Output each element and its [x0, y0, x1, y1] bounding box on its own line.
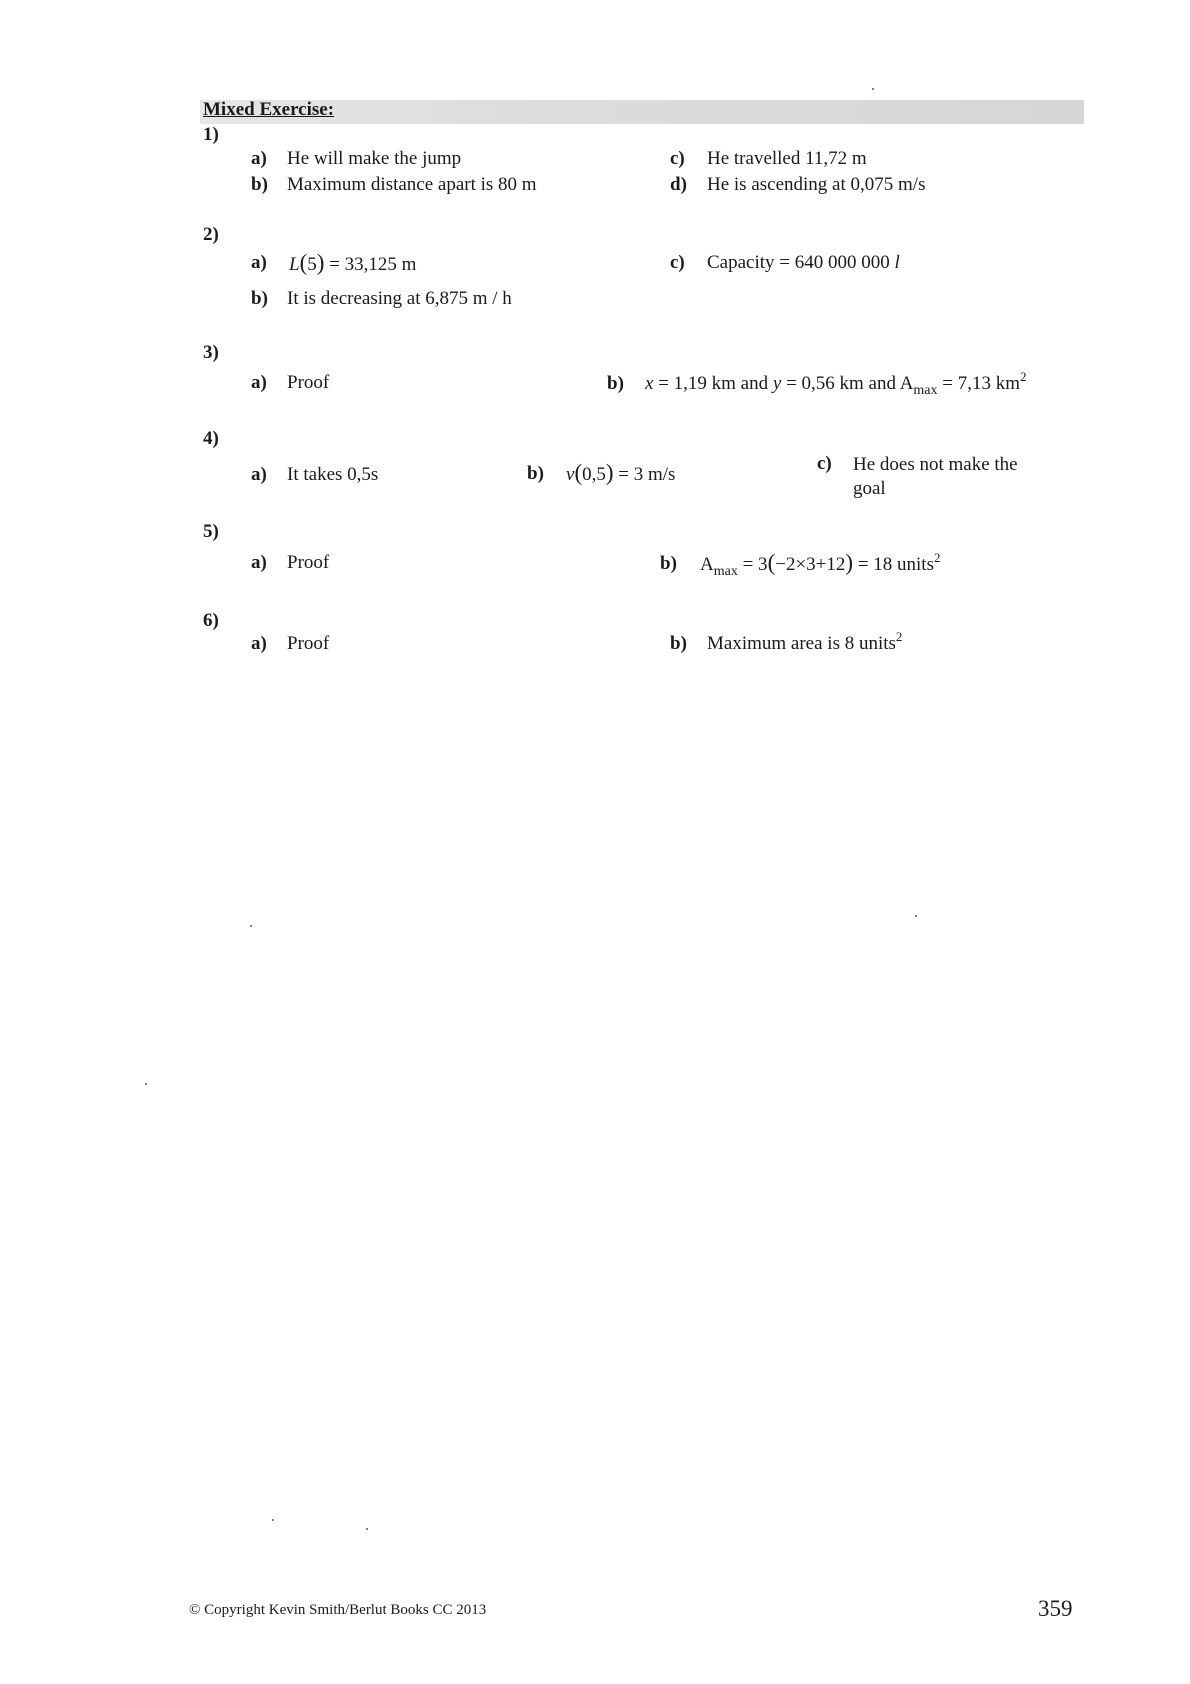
answer-label: b)	[670, 633, 687, 654]
answer-label: c)	[817, 453, 832, 474]
question-number: 3)	[203, 342, 219, 363]
question-number: 1)	[203, 124, 219, 145]
answer-label: c)	[670, 252, 685, 273]
section-title: Mixed Exercise:	[203, 99, 335, 120]
question-number: 4)	[203, 428, 219, 449]
answer-text: It is decreasing at 6,875 m / h	[287, 288, 512, 309]
answer-label: b)	[251, 174, 268, 195]
answer-label: a)	[251, 148, 267, 169]
answer-label: a)	[251, 552, 267, 573]
answer-label: d)	[670, 174, 687, 195]
answer-text: It takes 0,5s	[287, 464, 379, 485]
answer-label: a)	[251, 372, 267, 393]
answer-label: a)	[251, 252, 267, 273]
answer-label: a)	[251, 464, 267, 485]
question-number: 6)	[203, 610, 219, 631]
copyright-notice: © Copyright Kevin Smith/Berlut Books CC 2013	[189, 1602, 487, 1618]
answer-text: Capacity = 640 000 000 l	[707, 252, 900, 273]
question-number: 2)	[203, 224, 219, 245]
answer-math: v(0,5) = 3 m/s	[566, 460, 676, 485]
answer-label: b)	[660, 553, 677, 574]
answer-label: b)	[607, 373, 624, 394]
answer-text: Proof	[287, 633, 330, 654]
answer-math: L(5) = 33,125 m	[289, 250, 417, 275]
answer-label: a)	[251, 633, 267, 654]
page-number: 359	[1038, 1596, 1073, 1621]
answer-text: Maximum area is 8 units$^2$	[707, 629, 903, 654]
answer-math: x = 1,19 km and y = 0,56 km and $A_{max} = 7,13$ $km^2$	[645, 369, 1027, 398]
answer-text: He is ascending at 0,075 m/s	[707, 174, 926, 195]
answer-text: Maximum distance apart is 80 m	[287, 174, 537, 195]
answer-text: He will make the jump	[287, 148, 462, 169]
answer-label: b)	[527, 463, 544, 484]
answer-text: He does not make the goal	[853, 454, 1018, 499]
answer-label: b)	[251, 288, 268, 309]
answer-label: c)	[670, 148, 685, 169]
question-number: 5)	[203, 521, 219, 542]
answer-text: Proof	[287, 372, 330, 393]
answer-math: $A_{max} = 3(-2\times 3+12) = 18$ units$^2$	[700, 550, 941, 579]
answer-text: He travelled 11,72 m	[707, 148, 867, 169]
answer-text: Proof	[287, 552, 330, 573]
